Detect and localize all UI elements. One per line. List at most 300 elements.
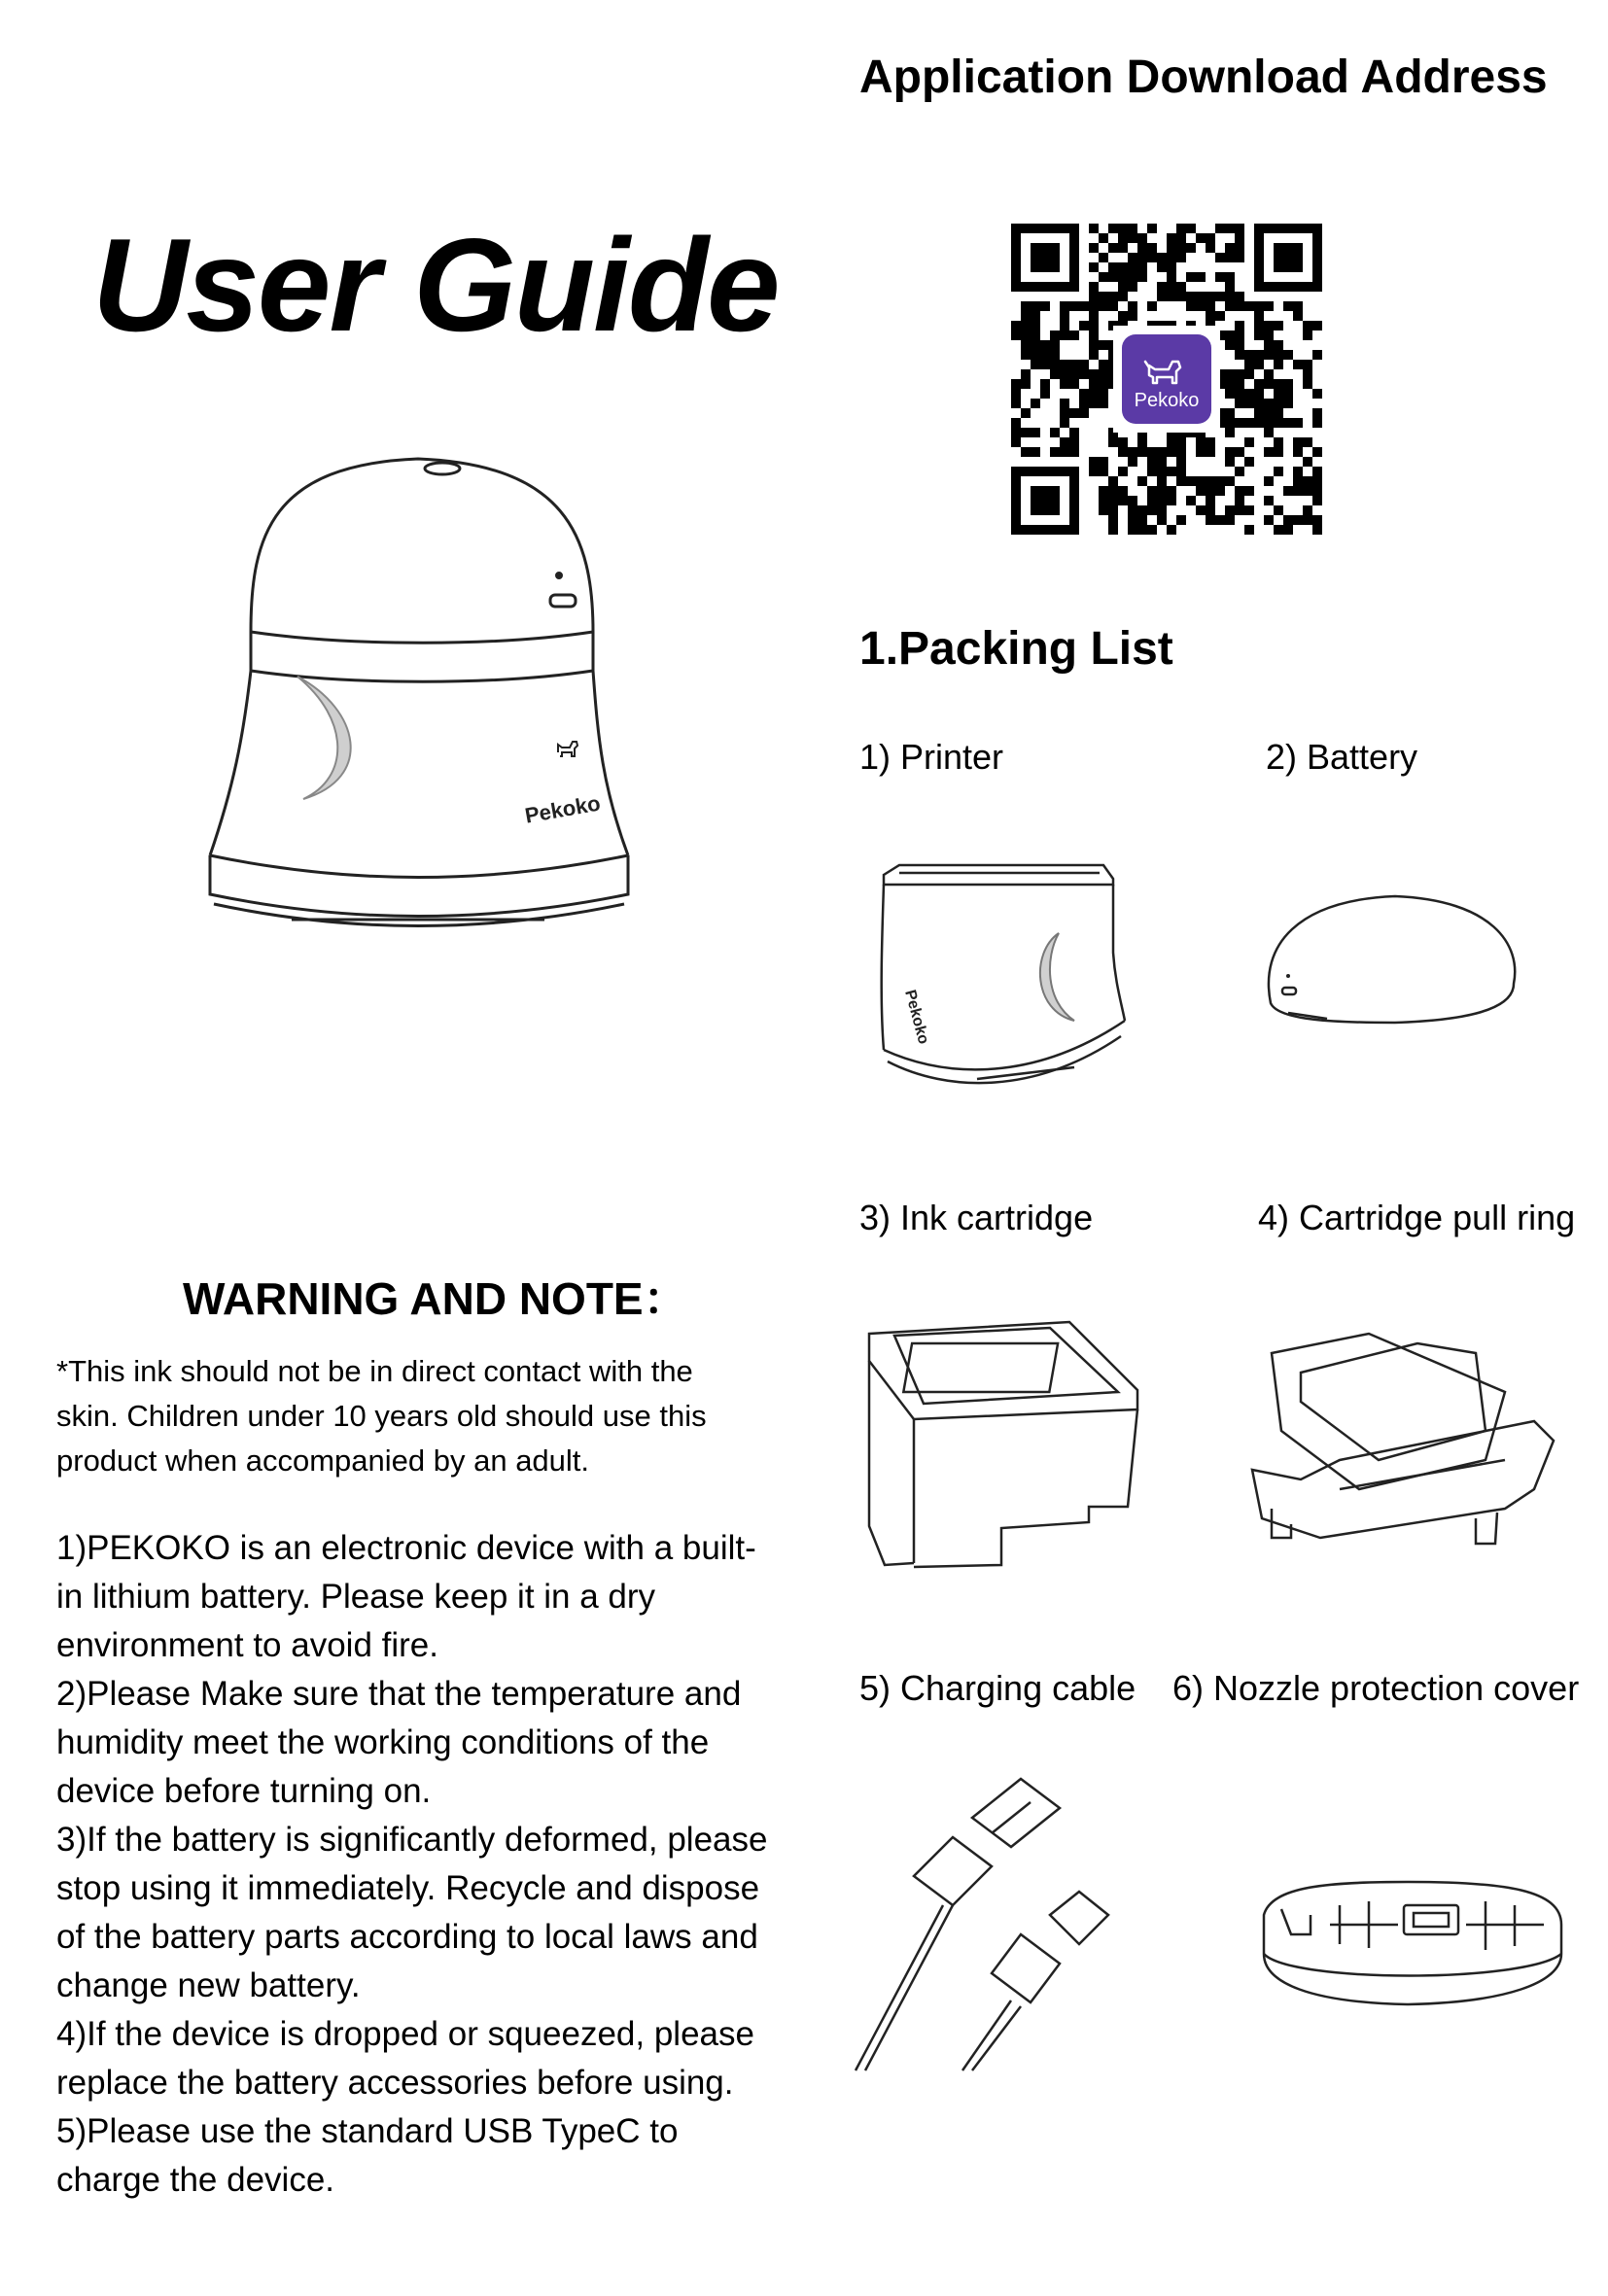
qr-module [1206, 437, 1215, 447]
qr-module [1147, 467, 1157, 476]
qr-module [1244, 350, 1254, 360]
qr-module [1011, 428, 1021, 437]
qr-module [1206, 515, 1215, 525]
qr-module [1293, 467, 1303, 476]
qr-module [1176, 515, 1186, 525]
usb-cable-icon [856, 1779, 1128, 2070]
qr-module [1118, 224, 1128, 233]
qr-module [1225, 389, 1235, 399]
warning-note-item: 2)Please Make sure that the temperature and humidity meet the working conditions of the device before turning on. [56, 1675, 742, 1810]
qr-module [1021, 369, 1031, 379]
qr-module [1021, 330, 1031, 340]
packing-item-printer-label: 1) Printer [859, 737, 1004, 777]
qr-module [1118, 496, 1128, 505]
qr-module [1225, 292, 1235, 301]
qr-module [1079, 301, 1089, 311]
qr-module [1274, 437, 1283, 447]
qr-module [1079, 399, 1089, 408]
qr-module [1157, 282, 1167, 292]
qr-module [1225, 330, 1235, 340]
qr-module [1274, 379, 1283, 389]
warning-notes-list [56, 1524, 776, 2205]
qr-module [1235, 379, 1244, 389]
qr-module [1206, 476, 1215, 486]
qr-module [1176, 224, 1186, 233]
qr-module [1274, 321, 1283, 330]
qr-module [1069, 330, 1079, 340]
qr-module [1225, 224, 1235, 233]
qr-module [1147, 505, 1157, 515]
qr-module [1069, 301, 1079, 311]
qr-module [1060, 399, 1069, 408]
qr-module [1264, 369, 1274, 379]
qr-module [1128, 515, 1137, 525]
qr-module [1244, 360, 1254, 369]
qr-module [1011, 399, 1021, 408]
ink-cartridge-icon [856, 1322, 1137, 1594]
qr-module [1157, 486, 1167, 496]
qr-module [1186, 272, 1196, 282]
qr-module [1167, 272, 1176, 282]
qr-module [1050, 350, 1060, 360]
qr-module [1283, 301, 1293, 311]
qr-module [1021, 311, 1031, 321]
qr-module [1176, 282, 1186, 292]
qr-module [1167, 486, 1176, 496]
qr-module [1235, 505, 1244, 515]
qr-module [1050, 360, 1060, 369]
qr-module [1089, 389, 1099, 399]
qr-module [1303, 379, 1312, 389]
qr-module [1196, 292, 1206, 301]
qr-module [1099, 369, 1108, 379]
qr-module [1167, 233, 1176, 243]
qr-module [1293, 515, 1303, 525]
printer-icon [870, 855, 1123, 1098]
qr-module [1244, 389, 1254, 399]
qr-module [1069, 408, 1079, 418]
qr-module [1011, 437, 1021, 447]
qr-module [1254, 311, 1264, 321]
qr-module [1225, 418, 1235, 428]
qr-module [1118, 292, 1128, 301]
qr-module [1089, 224, 1099, 233]
qr-module [1147, 525, 1157, 535]
qr-module [1021, 340, 1031, 350]
qr-module [1244, 505, 1254, 515]
qr-module [1089, 369, 1099, 379]
qr-module [1128, 496, 1137, 505]
qr-module [1060, 369, 1069, 379]
qr-module [1099, 399, 1108, 408]
qr-module [1235, 321, 1244, 330]
qr-module [1283, 379, 1293, 389]
packing-item-battery-label: 2) Battery [1266, 737, 1418, 777]
qr-module [1254, 330, 1264, 340]
qr-module [1089, 350, 1099, 360]
qr-module [1069, 369, 1079, 379]
qr-module [1274, 467, 1283, 476]
qr-module [1225, 301, 1235, 311]
qr-module [1303, 457, 1312, 467]
qr-module [1128, 447, 1137, 457]
qr-module [1021, 350, 1031, 360]
packing-item-nozzle-cover-label: 6) Nozzle protection cover [1172, 1668, 1580, 1708]
qr-module [1235, 224, 1244, 233]
qr-module [1235, 330, 1244, 340]
qr-module [1031, 350, 1040, 360]
qr-module [1176, 476, 1186, 486]
qr-module [1040, 389, 1050, 399]
warning-note-item: 5)Please use the standard USB TypeC to charge the device. [56, 2112, 679, 2199]
qr-module [1157, 262, 1167, 272]
qr-module [1244, 486, 1254, 496]
qr-module [1244, 369, 1254, 379]
qr-module [1031, 447, 1040, 457]
qr-module [1215, 476, 1225, 486]
qr-module [1312, 486, 1322, 496]
qr-module [1108, 292, 1118, 301]
qr-module [1235, 496, 1244, 505]
qr-module [1196, 447, 1206, 457]
qr-module [1235, 243, 1244, 253]
qr-module [1060, 379, 1069, 389]
qr-module [1186, 496, 1196, 505]
qr-module [1303, 437, 1312, 447]
qr-module [1099, 486, 1108, 496]
qr-module [1118, 447, 1128, 457]
qr-module [1079, 321, 1089, 330]
qr-module [1128, 282, 1137, 292]
qr-module [1186, 476, 1196, 486]
qr-module [1021, 408, 1031, 418]
qr-module [1040, 301, 1050, 311]
qr-module [1147, 243, 1157, 253]
qr-module [1196, 272, 1206, 282]
qr-module [1225, 369, 1235, 379]
qr-module [1274, 350, 1283, 360]
qr-module [1108, 496, 1118, 505]
qr-module [1099, 292, 1108, 301]
qr-module [1264, 447, 1274, 457]
qr-module [1060, 418, 1069, 428]
qr-module [1264, 408, 1274, 418]
qr-module [1099, 301, 1108, 311]
qr-module [1235, 418, 1244, 428]
qr-module [1283, 525, 1293, 535]
qr-module [1225, 505, 1235, 515]
qr-module [1089, 457, 1099, 467]
qr-module [1312, 418, 1322, 428]
qr-module [1312, 476, 1322, 486]
qr-module [1274, 360, 1283, 369]
qr-module [1108, 437, 1118, 447]
qr-module [1283, 399, 1293, 408]
qr-module [1040, 350, 1050, 360]
qr-module [1283, 418, 1293, 428]
qr-module [1137, 262, 1147, 272]
qr-module [1021, 447, 1031, 457]
qr-module [1089, 301, 1099, 311]
qr-module [1215, 292, 1225, 301]
qr-module [1099, 389, 1108, 399]
qr-module [1225, 408, 1235, 418]
qr-module [1235, 301, 1244, 311]
qr-module [1031, 340, 1040, 350]
qr-module [1293, 447, 1303, 457]
qr-module [1225, 428, 1235, 437]
qr-module [1215, 272, 1225, 282]
qr-module [1118, 282, 1128, 292]
qr-module [1060, 321, 1069, 330]
qr-module [1128, 301, 1137, 311]
qr-module [1176, 253, 1186, 262]
qr-module [1167, 467, 1176, 476]
qr-module [1108, 301, 1118, 311]
qr-module [1147, 224, 1157, 233]
qr-module [1011, 379, 1021, 389]
packing-list-title: 1.Packing List [859, 623, 1173, 675]
qr-module [1099, 233, 1108, 243]
printer-small-brand-text: Pekoko [901, 988, 932, 1047]
qr-module [1069, 360, 1079, 369]
qr-module [1283, 515, 1293, 525]
qr-module [1157, 292, 1167, 301]
qr-module [1274, 389, 1283, 399]
qr-module [1186, 301, 1196, 311]
qr-module [1079, 389, 1089, 399]
qr-module [1108, 486, 1118, 496]
qr-module [1040, 360, 1050, 369]
qr-module [1264, 350, 1274, 360]
qr-module [1108, 505, 1118, 515]
qr-module [1196, 301, 1206, 311]
warning-note-item: 4)If the device is dropped or squeezed, please replace the battery accessories before using. [56, 2015, 754, 2102]
qr-module [1186, 292, 1196, 301]
qr-module [1274, 418, 1283, 428]
qr-module [1312, 408, 1322, 418]
qr-module [1244, 399, 1254, 408]
qr-module [1040, 340, 1050, 350]
qr-module [1206, 311, 1215, 321]
qr-module [1108, 243, 1118, 253]
qr-module [1118, 243, 1128, 253]
qr-module [1264, 476, 1274, 486]
qr-module [1235, 389, 1244, 399]
qr-module [1031, 330, 1040, 340]
qr-module [1118, 272, 1128, 282]
qr-module [1254, 408, 1264, 418]
qr-module [1293, 301, 1303, 311]
qr-module [1254, 389, 1264, 399]
qr-module [1157, 505, 1167, 515]
qr-module [1157, 447, 1167, 457]
qr-module [1167, 262, 1176, 272]
qr-module [1137, 272, 1147, 282]
qr-module [1137, 505, 1147, 515]
qr-module [1128, 505, 1137, 515]
qr-module [1060, 330, 1069, 340]
pekoko-logo [1120, 332, 1213, 426]
qr-module [1312, 496, 1322, 505]
qr-module [1099, 272, 1108, 282]
qr-module [1089, 262, 1099, 272]
qr-module [1225, 447, 1235, 457]
qr-module [1264, 418, 1274, 428]
qr-module [1137, 253, 1147, 262]
qr-module [1147, 496, 1157, 505]
qr-module [1254, 350, 1264, 360]
qr-module [1060, 301, 1069, 311]
qr-module [1031, 360, 1040, 369]
qr-module [1206, 447, 1215, 457]
qr-module [1021, 301, 1031, 311]
qr-module [1060, 360, 1069, 369]
qr-module [1283, 389, 1293, 399]
qr-module [1186, 224, 1196, 233]
qr-module [1196, 476, 1206, 486]
qr-module [1128, 457, 1137, 467]
app-download-title: Application Download Address [859, 52, 1548, 103]
nozzle-cover-icon [1252, 1876, 1573, 2012]
qr-module [1011, 330, 1021, 340]
qr-module [1215, 311, 1225, 321]
qr-module [1128, 253, 1137, 262]
qr-module [1011, 418, 1021, 428]
qr-module [1069, 379, 1079, 389]
qr-module [1118, 233, 1128, 243]
qr-module [1137, 233, 1147, 243]
qr-module [1128, 311, 1137, 321]
qr-module [1274, 408, 1283, 418]
qr-module [1235, 369, 1244, 379]
qr-module [1303, 369, 1312, 379]
qr-module [1215, 224, 1225, 233]
qr-module [1157, 253, 1167, 262]
qr-module [1254, 301, 1264, 311]
qr-module [1099, 457, 1108, 467]
qr-module [1264, 321, 1274, 330]
qr-module [1128, 262, 1137, 272]
qr-module [1293, 437, 1303, 447]
qr-module [1303, 515, 1312, 525]
qr-module [1244, 457, 1254, 467]
qr-module [1264, 379, 1274, 389]
qr-module [1254, 418, 1264, 428]
qr-module [1069, 428, 1079, 437]
qr-module [1225, 243, 1235, 253]
qr-module [1079, 360, 1089, 369]
qr-module [1235, 486, 1244, 496]
qr-module [1137, 476, 1147, 486]
qr-module [1264, 399, 1274, 408]
qr-module [1303, 476, 1312, 486]
pekoko-logo-text: Pekoko [1134, 390, 1200, 411]
qr-module [1235, 467, 1244, 476]
qr-module [1108, 515, 1118, 525]
qr-module [1176, 437, 1186, 447]
qr-module [1031, 311, 1040, 321]
qr-module [1099, 360, 1108, 369]
qr-module [1254, 321, 1264, 330]
qr-module [1011, 389, 1021, 399]
qr-module [1147, 301, 1157, 311]
qr-module [1060, 437, 1069, 447]
qr-module [1196, 233, 1206, 243]
qr-module [1147, 447, 1157, 457]
qr-module [1293, 486, 1303, 496]
qr-module [1060, 311, 1069, 321]
qr-module [1303, 505, 1312, 515]
qr-module [1118, 262, 1128, 272]
qr-module [1108, 262, 1118, 272]
qr-module [1274, 399, 1283, 408]
qr-module [1264, 515, 1274, 525]
qr-module [1225, 457, 1235, 467]
qr-module [1264, 428, 1274, 437]
qr-module [1060, 408, 1069, 418]
qr-module [1303, 360, 1312, 369]
qr-module [1089, 282, 1099, 292]
qr-module [1021, 379, 1031, 389]
qr-module [1244, 437, 1254, 447]
qr-module [1128, 525, 1137, 535]
printer-brand-text: Pekoko [522, 790, 603, 828]
qr-module [1108, 224, 1118, 233]
qr-module [1099, 340, 1108, 350]
qr-module [1031, 428, 1040, 437]
qr-module [1069, 437, 1079, 447]
qr-module [1099, 496, 1108, 505]
qr-module [1274, 340, 1283, 350]
qr-module [1118, 311, 1128, 321]
qr-module [1196, 486, 1206, 496]
qr-module [1254, 399, 1264, 408]
qr-module [1235, 292, 1244, 301]
qr-module [1235, 340, 1244, 350]
qr-module [1099, 505, 1108, 515]
qr-module [1254, 379, 1264, 389]
qr-module [1050, 330, 1060, 340]
qr-module [1176, 292, 1186, 301]
qr-module [1215, 253, 1225, 262]
pull-ring-icon [1242, 1334, 1554, 1557]
qr-module [1206, 233, 1215, 243]
qr-module [1293, 476, 1303, 486]
qr-module [1108, 525, 1118, 535]
qr-module [1137, 515, 1147, 525]
qr-module [1137, 437, 1147, 447]
qr-module [1312, 389, 1322, 399]
qr-module [1089, 330, 1099, 340]
qr-module [1167, 437, 1176, 447]
qr-module [1176, 447, 1186, 457]
qr-module [1254, 360, 1264, 369]
page-title: User Guide [92, 211, 779, 359]
warning-note-item: 1)PEKOKO is an electronic device with a built-in lithium battery. Please keep it in a dry environment to avoid fire. [56, 1529, 756, 1664]
qr-module [1176, 233, 1186, 243]
qr-module [1108, 272, 1118, 282]
qr-module [1099, 379, 1108, 389]
qr-module [1312, 350, 1322, 360]
battery-icon [1259, 887, 1521, 1042]
qr-module [1167, 496, 1176, 505]
qr-module [1225, 476, 1235, 486]
qr-module [1167, 292, 1176, 301]
qr-module [1079, 369, 1089, 379]
qr-module [1303, 330, 1312, 340]
qr-module [1176, 243, 1186, 253]
